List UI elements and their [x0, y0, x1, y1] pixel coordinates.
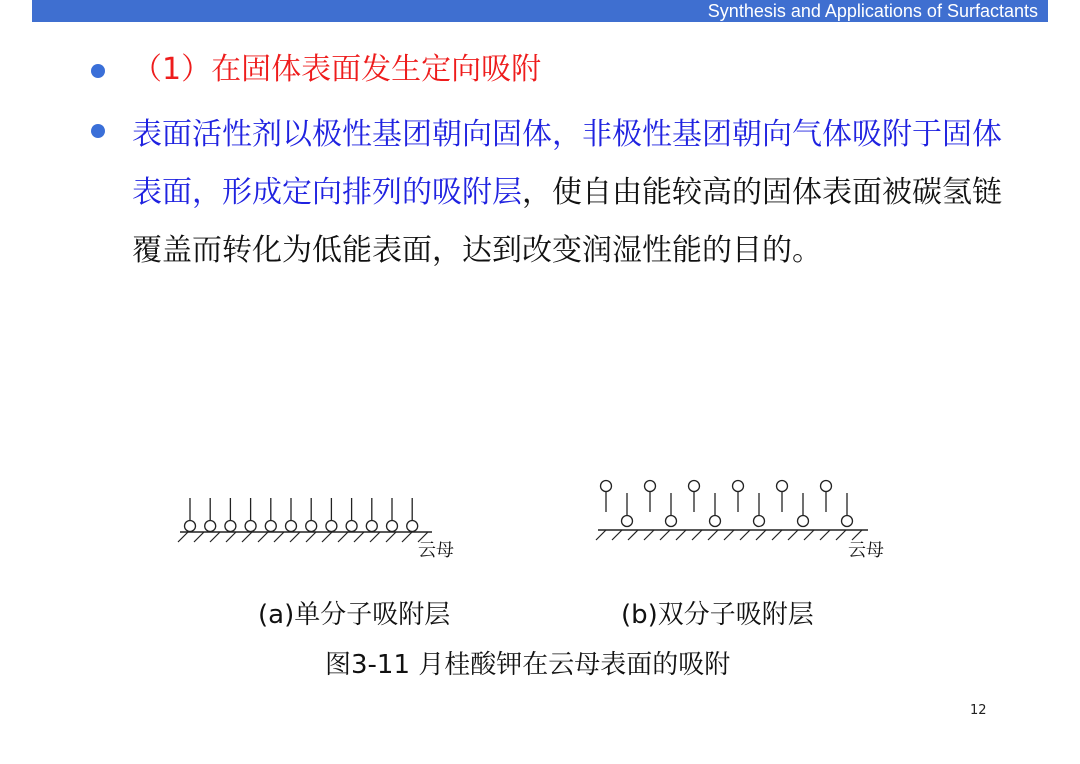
molecule-head: [265, 521, 276, 532]
substrate-hatch: [274, 532, 284, 542]
lower-molecule-head: [754, 516, 765, 527]
molecule-head: [225, 521, 236, 532]
substrate-hatch: [178, 532, 188, 542]
substrate-hatch: [226, 532, 236, 542]
substrate-hatch: [354, 532, 364, 542]
header-title: Synthesis and Applications of Surfactants: [707, 1, 1038, 21]
molecule-head: [286, 521, 297, 532]
substrate-hatch: [820, 530, 830, 540]
substrate-hatch: [612, 530, 622, 540]
bullet-2-rest: ，使自由能较高的固体表面被碳氢链覆盖而转化为低能表面，达到改变润湿性能的目的。: [132, 175, 1002, 268]
substrate-hatch: [804, 530, 814, 540]
caption-bilayer: (b)双分子吸附层: [621, 600, 814, 630]
molecule-head: [205, 521, 216, 532]
molecule-head: [387, 521, 398, 532]
caption-monolayer: (a)单分子吸附层: [258, 600, 451, 630]
substrate-hatch: [306, 532, 316, 542]
substrate-hatch: [596, 530, 606, 540]
substrate-hatch: [772, 530, 782, 540]
substrate-hatch: [660, 530, 670, 540]
molecule-head: [185, 521, 196, 532]
bullet-2-highlight: 表面活性剂以极性基团朝向固体，非极性基团朝向气体吸附于固体表面，形成定向排列的吸附层: [132, 117, 1002, 210]
figure-caption: 图3-11 月桂酸钾在云母表面的吸附: [325, 650, 731, 680]
substrate-hatch: [258, 532, 268, 542]
substrate-hatch: [370, 532, 380, 542]
upper-molecule-head: [689, 481, 700, 492]
lower-molecule-head: [842, 516, 853, 527]
upper-molecule-head: [601, 481, 612, 492]
molecule-head: [306, 521, 317, 532]
substrate-hatch: [386, 532, 396, 542]
upper-molecule-head: [777, 481, 788, 492]
substrate-hatch: [402, 532, 412, 542]
substrate-hatch: [242, 532, 252, 542]
molecule-head: [346, 521, 357, 532]
substrate-hatch: [628, 530, 638, 540]
substrate-hatch: [836, 530, 846, 540]
substrate-label-b: 云母: [848, 540, 884, 561]
lower-molecule-head: [798, 516, 809, 527]
substrate-hatch: [756, 530, 766, 540]
bilayer-diagram: [596, 481, 868, 541]
substrate-label-a: 云母: [418, 540, 454, 561]
bullet-1-text: （1）在固体表面发生定向吸附: [132, 52, 542, 87]
substrate-hatch: [692, 530, 702, 540]
substrate-hatch: [740, 530, 750, 540]
monolayer-diagram: [178, 498, 432, 542]
substrate-hatch: [322, 532, 332, 542]
substrate-hatch: [724, 530, 734, 540]
substrate-hatch: [194, 532, 204, 542]
lower-molecule-head: [710, 516, 721, 527]
page-number: 12: [970, 703, 987, 718]
lower-molecule-head: [622, 516, 633, 527]
substrate-hatch: [290, 532, 300, 542]
molecule-head: [366, 521, 377, 532]
molecule-head: [245, 521, 256, 532]
upper-molecule-head: [645, 481, 656, 492]
upper-molecule-head: [821, 481, 832, 492]
substrate-hatch: [852, 530, 862, 540]
molecule-head: [326, 521, 337, 532]
substrate-hatch: [708, 530, 718, 540]
substrate-hatch: [338, 532, 348, 542]
substrate-hatch: [210, 532, 220, 542]
lower-molecule-head: [666, 516, 677, 527]
molecule-head: [407, 521, 418, 532]
substrate-hatch: [788, 530, 798, 540]
upper-molecule-head: [733, 481, 744, 492]
substrate-hatch: [644, 530, 654, 540]
substrate-hatch: [676, 530, 686, 540]
